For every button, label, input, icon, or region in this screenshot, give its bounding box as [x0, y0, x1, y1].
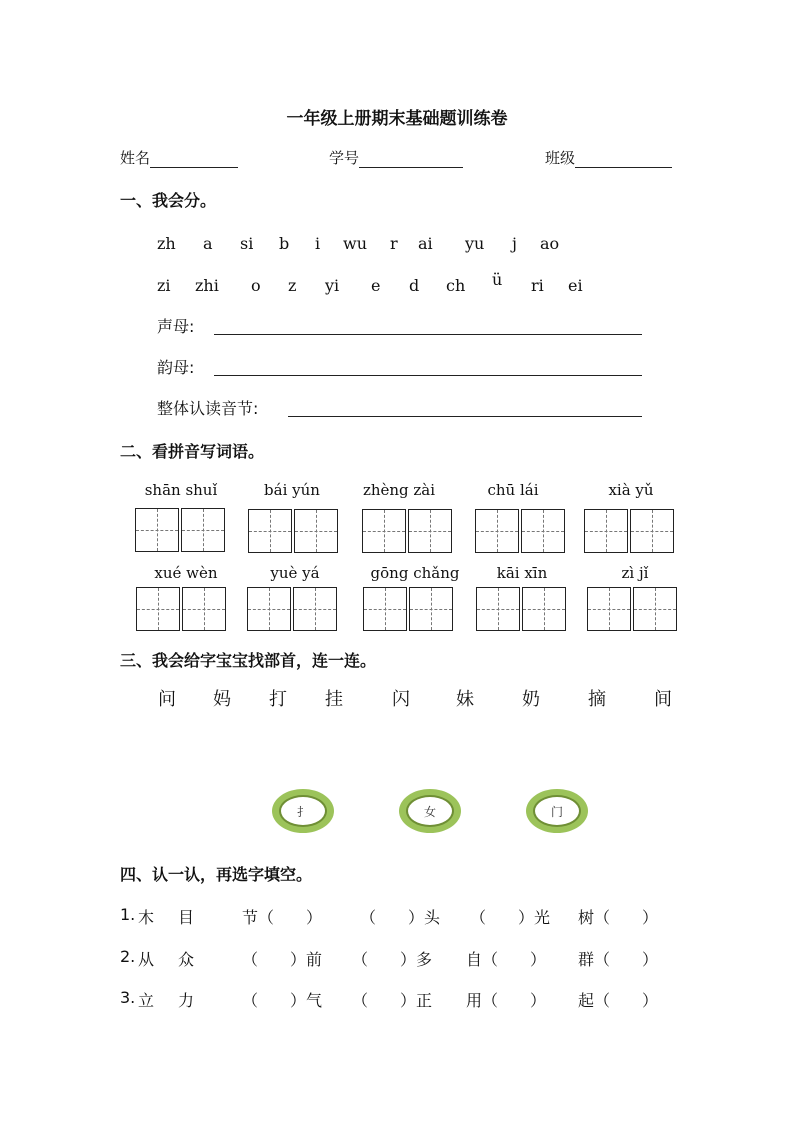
writing-grid-box[interactable]	[136, 587, 180, 631]
class-field[interactable]	[545, 147, 672, 168]
pinyin-item: yu	[465, 234, 485, 253]
pinyin-item: ao	[540, 234, 560, 253]
character-item[interactable]: 摘	[588, 689, 606, 710]
fill-blank[interactable]: 树（ ）	[578, 908, 659, 927]
fill-blank[interactable]: （ ）多	[352, 950, 433, 969]
writing-grid-box[interactable]	[587, 587, 631, 631]
writing-grid-box[interactable]	[362, 509, 406, 553]
writing-grid-box[interactable]	[135, 508, 179, 552]
writing-grid-box[interactable]	[522, 587, 566, 631]
pinyin-item: z	[288, 276, 297, 295]
fill-blank[interactable]: （ ）正	[352, 991, 433, 1010]
pinyin-item: yi	[325, 276, 340, 295]
finals-answer-line[interactable]	[214, 375, 642, 376]
initials-answer-line[interactable]	[214, 334, 642, 335]
character-item[interactable]: 妈	[213, 689, 231, 710]
radical-label: 门	[533, 795, 581, 827]
writing-grid-box[interactable]	[475, 509, 519, 553]
class-blank[interactable]	[575, 152, 672, 168]
pinyin-item: zh	[157, 234, 176, 253]
choice-char: 立	[138, 991, 155, 1010]
pinyin-word: shān shuǐ	[144, 481, 218, 499]
section-1-heading: 一、我会分。	[120, 191, 217, 210]
writing-grid-box[interactable]	[248, 509, 292, 553]
character-item[interactable]: 妹	[456, 689, 474, 710]
pinyin-item: zhi	[195, 276, 219, 295]
radical-label: 扌	[279, 795, 327, 827]
writing-grid-box[interactable]	[476, 587, 520, 631]
section-4-heading: 四、认一认，再选字填空。	[120, 865, 313, 884]
pinyin-word: chū lái	[487, 481, 539, 499]
writing-grid-box[interactable]	[363, 587, 407, 631]
radical-badge-door[interactable]	[526, 789, 588, 833]
pinyin-item: ü	[492, 270, 503, 289]
pinyin-word: xià yǔ	[608, 481, 654, 499]
radical-label: 女	[406, 795, 454, 827]
fill-blank[interactable]: （ ）光	[470, 908, 551, 927]
student-id-field[interactable]	[329, 147, 463, 168]
character-item[interactable]: 问	[158, 689, 176, 710]
class-label: 班级	[545, 149, 576, 167]
name-label: 姓名	[120, 149, 151, 167]
pinyin-item: j	[512, 234, 517, 253]
radical-badge-hand[interactable]	[272, 789, 334, 833]
fill-blank[interactable]: 起（ ）	[578, 991, 659, 1010]
writing-grid-box[interactable]	[293, 587, 337, 631]
character-item[interactable]: 挂	[325, 689, 343, 710]
character-item[interactable]: 打	[269, 689, 287, 710]
question-number: 3.	[120, 988, 136, 1007]
pinyin-item: r	[390, 234, 398, 253]
radical-badge-woman[interactable]	[399, 789, 461, 833]
choice-char: 力	[178, 991, 195, 1010]
writing-grid-box[interactable]	[521, 509, 565, 553]
writing-grid-box[interactable]	[182, 587, 226, 631]
question-number: 2.	[120, 947, 136, 966]
pinyin-word: yuè yá	[270, 564, 320, 582]
pinyin-word: gōng chǎng	[370, 564, 460, 582]
writing-grid-box[interactable]	[409, 587, 453, 631]
writing-grid-box[interactable]	[247, 587, 291, 631]
choice-char: 目	[178, 908, 195, 927]
pinyin-word: kāi xīn	[496, 564, 548, 582]
student-id-label: 学号	[329, 149, 360, 167]
pinyin-item: ri	[531, 276, 544, 295]
writing-grid-box[interactable]	[633, 587, 677, 631]
fill-blank[interactable]: 节（ ）	[242, 908, 323, 927]
section-2-heading: 二、看拼音写词语。	[120, 442, 265, 461]
choice-char: 木	[138, 908, 155, 927]
pinyin-item: ch	[446, 276, 466, 295]
whole-syllables-label: 整体认读音节:	[157, 399, 259, 418]
choice-char: 众	[178, 950, 195, 969]
pinyin-word: zhèng zài	[362, 481, 436, 499]
fill-blank[interactable]: 群（ ）	[578, 950, 659, 969]
name-field[interactable]	[120, 147, 238, 168]
pinyin-item: zi	[157, 276, 171, 295]
page-title: 一年级上册期末基础题训练卷	[286, 109, 508, 129]
fill-blank[interactable]: （ ）前	[242, 950, 323, 969]
character-item[interactable]: 奶	[522, 689, 540, 710]
pinyin-item: o	[251, 276, 261, 295]
character-item[interactable]: 闪	[392, 689, 410, 710]
character-item[interactable]: 间	[654, 689, 672, 710]
writing-grid-box[interactable]	[630, 509, 674, 553]
whole-syllables-answer-line[interactable]	[288, 416, 642, 417]
fill-blank[interactable]: （ ）头	[360, 908, 441, 927]
pinyin-item: b	[279, 234, 290, 253]
fill-blank[interactable]: （ ）气	[242, 991, 323, 1010]
finals-label: 韵母:	[157, 358, 195, 377]
writing-grid-box[interactable]	[181, 508, 225, 552]
pinyin-item: si	[240, 234, 254, 253]
initials-label: 声母:	[157, 317, 195, 336]
pinyin-item: d	[409, 276, 420, 295]
fill-blank[interactable]: 自（ ）	[466, 950, 547, 969]
pinyin-item: a	[203, 234, 213, 253]
pinyin-item: i	[315, 234, 321, 253]
writing-grid-box[interactable]	[408, 509, 452, 553]
pinyin-item: e	[371, 276, 381, 295]
section-3-heading: 三、我会给字宝宝找部首，连一连。	[120, 651, 377, 670]
pinyin-item: ai	[418, 234, 433, 253]
question-number: 1.	[120, 905, 136, 924]
writing-grid-box[interactable]	[584, 509, 628, 553]
pinyin-item: wu	[343, 234, 367, 253]
pinyin-word: zì jǐ	[621, 564, 649, 582]
fill-blank[interactable]: 用（ ）	[466, 991, 547, 1010]
name-blank[interactable]	[150, 152, 238, 168]
writing-grid-box[interactable]	[294, 509, 338, 553]
pinyin-word: bái yún	[264, 481, 320, 499]
choice-char: 从	[138, 950, 155, 969]
pinyin-word: xué wèn	[154, 564, 218, 582]
pinyin-item: ei	[568, 276, 583, 295]
student-id-blank[interactable]	[359, 152, 463, 168]
